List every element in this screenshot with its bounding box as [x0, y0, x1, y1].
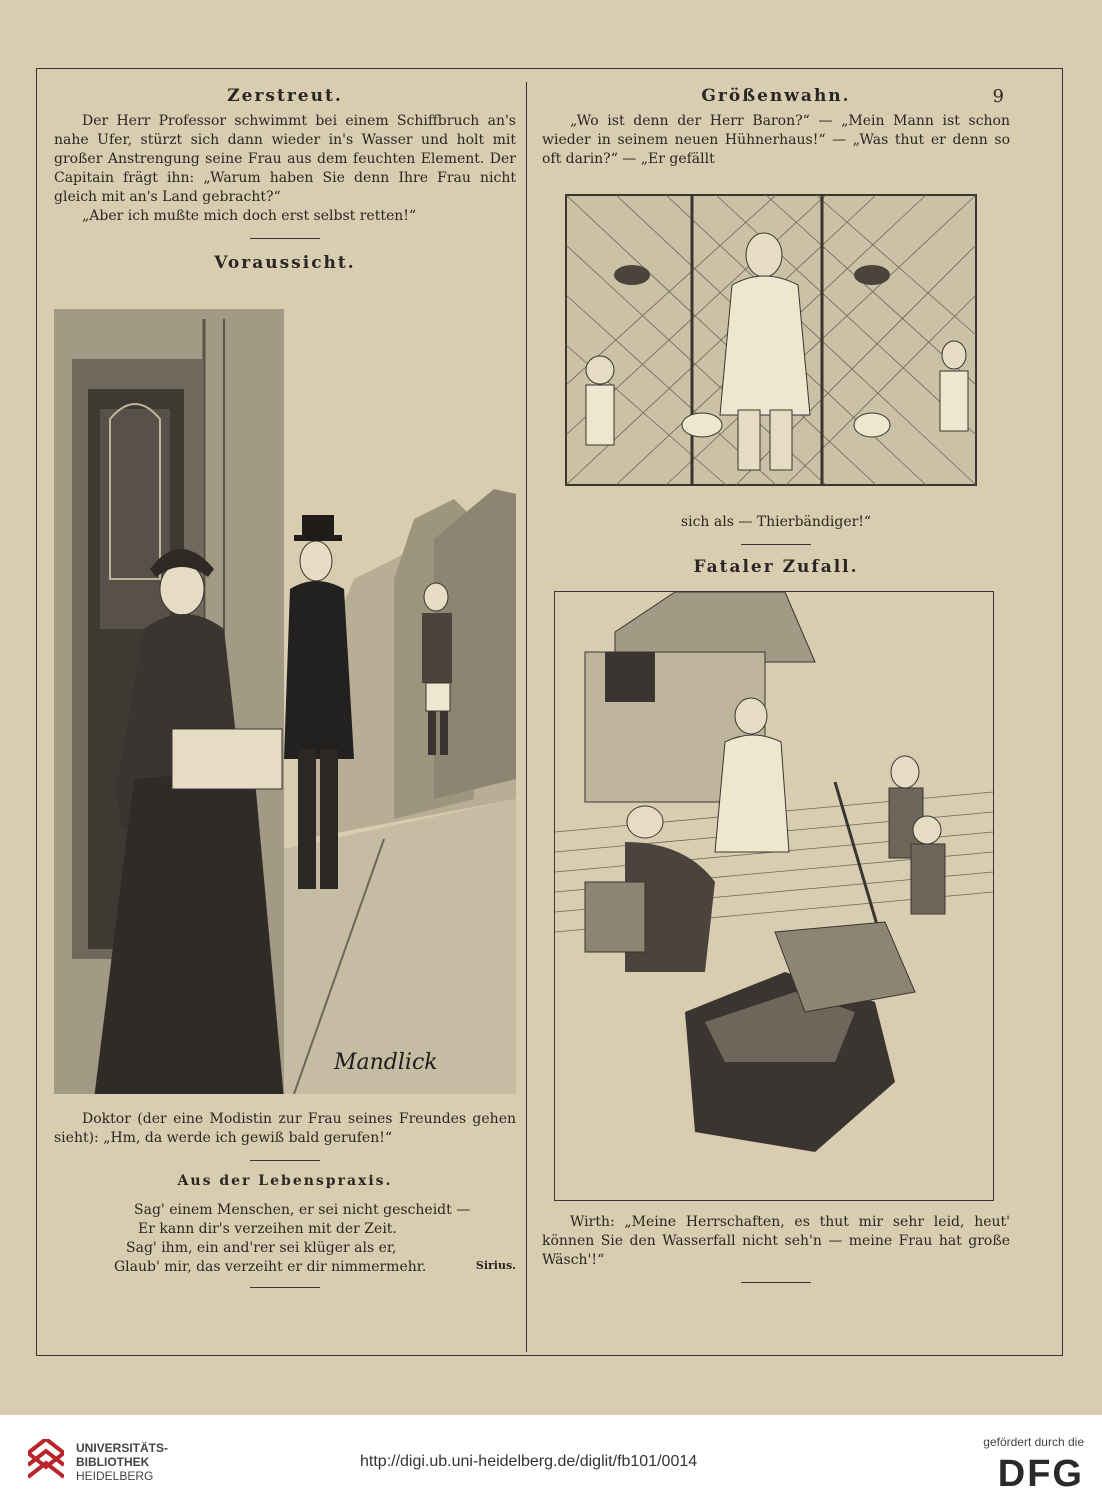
- section-rule: [250, 1160, 320, 1161]
- svg-text:Mandlick: Mandlick: [334, 1050, 438, 1075]
- source-url-link[interactable]: http://digi.ub.uni-heidelberg.de/diglit/fb101/0014: [360, 1453, 698, 1470]
- dfg-logo[interactable]: DFG: [997, 1453, 1084, 1495]
- poem-line: Er kann dir's verzeihen mit der Zeit.: [138, 1221, 397, 1237]
- page-number: 9: [992, 86, 1004, 107]
- zerstreut-paragraph-1: Der Herr Professor schwimmt bei einem Schiffbruch an's nahe Ufer, stürzt sich dann wieder in's Wasser und holt mit großer Anstrengung seine Frau aus dem feuchten Element. Der Capitain frägt ihn: „Warum haben Sie denn Ihre Frau nicht gleich mit an's Land gebracht?“: [54, 113, 516, 205]
- fataler-caption: Wirth: „Meine Herrschaften, es thut mir sehr leid, heut' können Sie den Wasserfall nicht seh'n — meine Frau hat große Wäsch'!“: [542, 1214, 1010, 1268]
- voraussicht-caption: Doktor (der eine Modistin zur Frau seines Freundes gehen sieht): „Hm, da werde ich gewiß bald gerufen!“: [54, 1111, 516, 1146]
- zerstreut-paragraph-2: „Aber ich mußte mich doch erst selbst retten!“: [82, 208, 417, 224]
- section-rule: [741, 544, 811, 545]
- institution-line: UNIVERSITÄTS-: [76, 1441, 169, 1455]
- footer-bar: [0, 1415, 1102, 1506]
- fataler-title: Fataler Zufall.: [693, 557, 859, 577]
- groessenwahn-text: „Wo ist denn der Herr Baron?“ — „Mein Mann ist schon wieder in seinem neuen Hühnerhaus!“ — „Was thut er denn so oft darin?“ — „Er gefällt: [542, 113, 1010, 167]
- poem: [114, 1201, 516, 1277]
- institution-line: HEIDELBERG: [76, 1469, 154, 1483]
- groessenwahn-illustration: [542, 185, 1006, 503]
- voraussicht-title: Voraussicht.: [214, 253, 356, 273]
- voraussicht-illustration: [54, 279, 516, 1094]
- section-rule: [250, 238, 320, 239]
- left-column: [54, 82, 516, 1300]
- funding-label: gefördert durch die: [983, 1435, 1084, 1449]
- column-divider: [526, 82, 527, 1352]
- groessenwahn-title: Größenwahn.: [701, 86, 851, 106]
- poem-signature: Sirius.: [475, 1259, 516, 1272]
- poem-line: Glaub' mir, das verzeiht er dir nimmermehr.: [114, 1259, 427, 1275]
- institution-name[interactable]: [76, 1441, 168, 1483]
- groessenwahn-caption: sich als — Thierbändiger!“: [680, 514, 872, 530]
- section-rule: [741, 1282, 811, 1283]
- lebenspraxis-title: Aus der Lebenspraxis.: [177, 1173, 393, 1189]
- fataler-illustration: [554, 591, 994, 1201]
- poem-line: Sag' einem Menschen, er sei nicht gescheidt —: [134, 1202, 471, 1218]
- institution-line: BIBLIOTHEK: [76, 1455, 150, 1469]
- university-logo-icon: [28, 1439, 64, 1487]
- section-rule: [250, 1287, 320, 1288]
- poem-line: Sag' ihm, ein and'rer sei klüger als er,: [126, 1240, 397, 1256]
- right-column: [542, 82, 1010, 1295]
- zerstreut-title: Zerstreut.: [227, 86, 343, 106]
